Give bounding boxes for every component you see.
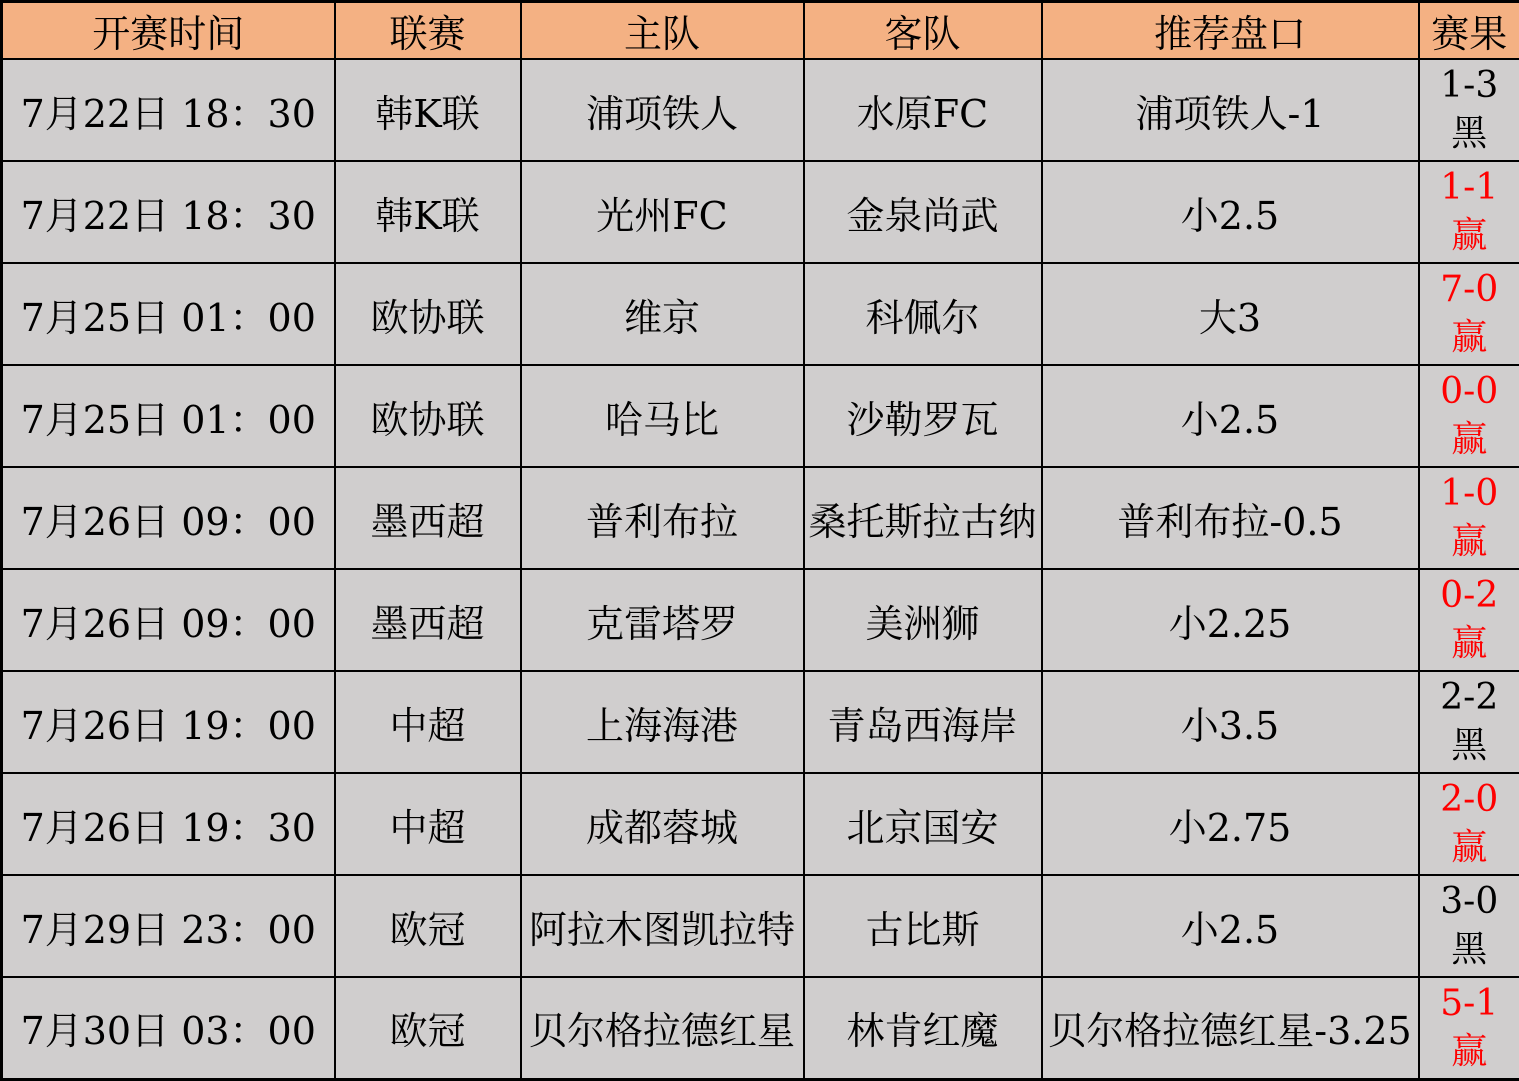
result-verdict: 黑	[1420, 926, 1519, 974]
result-verdict: 黑	[1420, 110, 1519, 158]
cell-handicap: 小2.5	[1042, 365, 1419, 467]
result-score: 3-0	[1420, 878, 1519, 926]
header-row	[2, 2, 1519, 60]
cell-result	[1419, 467, 1519, 569]
cell-start-time: 7月22日 18：30	[2, 59, 335, 161]
cell-handicap: 小2.5	[1042, 875, 1419, 977]
cell-away-team: 古比斯	[804, 875, 1042, 977]
result-verdict: 赢	[1420, 416, 1519, 464]
header-home-team: 主队	[521, 2, 804, 60]
cell-result	[1419, 365, 1519, 467]
cell-result	[1419, 569, 1519, 671]
result-score: 7-0	[1420, 266, 1519, 314]
cell-handicap: 普利布拉-0.5	[1042, 467, 1419, 569]
cell-league: 墨西超	[335, 467, 521, 569]
cell-home-team: 阿拉木图凯拉特	[521, 875, 804, 977]
cell-away-team: 科佩尔	[804, 263, 1042, 365]
result-score: 1-0	[1420, 470, 1519, 518]
result-score: 0-2	[1420, 572, 1519, 620]
cell-start-time: 7月30日 03：00	[2, 977, 335, 1079]
table-row	[2, 161, 1519, 263]
cell-home-team: 浦项铁人	[521, 59, 804, 161]
cell-start-time: 7月26日 19：30	[2, 773, 335, 875]
cell-handicap: 大3	[1042, 263, 1419, 365]
header-result: 赛果	[1419, 2, 1519, 60]
table-row	[2, 365, 1519, 467]
table-row	[2, 671, 1519, 773]
cell-home-team: 哈马比	[521, 365, 804, 467]
result-verdict: 赢	[1420, 212, 1519, 260]
cell-home-team: 贝尔格拉德红星	[521, 977, 804, 1079]
cell-league: 墨西超	[335, 569, 521, 671]
cell-handicap: 小3.5	[1042, 671, 1419, 773]
header-league: 联赛	[335, 2, 521, 60]
cell-start-time: 7月26日 09：00	[2, 569, 335, 671]
cell-league: 韩K联	[335, 59, 521, 161]
cell-away-team: 沙勒罗瓦	[804, 365, 1042, 467]
cell-league: 中超	[335, 773, 521, 875]
cell-home-team: 克雷塔罗	[521, 569, 804, 671]
cell-handicap: 小2.25	[1042, 569, 1419, 671]
cell-away-team: 青岛西海岸	[804, 671, 1042, 773]
result-verdict: 赢	[1420, 620, 1519, 668]
cell-home-team: 光州FC	[521, 161, 804, 263]
result-verdict: 赢	[1420, 1028, 1519, 1076]
result-score: 0-0	[1420, 368, 1519, 416]
cell-away-team: 美洲狮	[804, 569, 1042, 671]
cell-league: 欧冠	[335, 875, 521, 977]
table-row	[2, 569, 1519, 671]
cell-away-team: 林肯红魔	[804, 977, 1042, 1079]
result-score: 1-3	[1420, 62, 1519, 110]
cell-handicap: 小2.75	[1042, 773, 1419, 875]
table-row	[2, 875, 1519, 977]
result-score: 1-1	[1420, 164, 1519, 212]
cell-home-team: 上海海港	[521, 671, 804, 773]
table-row	[2, 773, 1519, 875]
result-verdict: 赢	[1420, 824, 1519, 872]
result-score: 2-2	[1420, 674, 1519, 722]
result-score: 2-0	[1420, 776, 1519, 824]
table-row	[2, 59, 1519, 161]
cell-result	[1419, 263, 1519, 365]
cell-start-time: 7月25日 01：00	[2, 365, 335, 467]
cell-away-team: 水原FC	[804, 59, 1042, 161]
cell-start-time: 7月26日 19：00	[2, 671, 335, 773]
cell-away-team: 金泉尚武	[804, 161, 1042, 263]
header-start-time: 开赛时间	[2, 2, 335, 60]
header-away-team: 客队	[804, 2, 1042, 60]
cell-handicap: 浦项铁人-1	[1042, 59, 1419, 161]
cell-league: 欧协联	[335, 263, 521, 365]
result-verdict: 赢	[1420, 314, 1519, 362]
cell-league: 欧冠	[335, 977, 521, 1079]
table-row	[2, 263, 1519, 365]
cell-result	[1419, 161, 1519, 263]
table-row	[2, 977, 1519, 1079]
cell-away-team: 北京国安	[804, 773, 1042, 875]
cell-start-time: 7月29日 23：00	[2, 875, 335, 977]
header-recommended-handicap: 推荐盘口	[1042, 2, 1419, 60]
cell-home-team: 普利布拉	[521, 467, 804, 569]
cell-away-team: 桑托斯拉古纳	[804, 467, 1042, 569]
cell-result	[1419, 875, 1519, 977]
cell-home-team: 成都蓉城	[521, 773, 804, 875]
cell-result	[1419, 671, 1519, 773]
table-header	[2, 2, 1519, 60]
cell-result	[1419, 773, 1519, 875]
table-body	[2, 59, 1519, 1079]
cell-league: 韩K联	[335, 161, 521, 263]
cell-start-time: 7月25日 01：00	[2, 263, 335, 365]
result-verdict: 赢	[1420, 518, 1519, 566]
cell-start-time: 7月22日 18：30	[2, 161, 335, 263]
cell-league: 中超	[335, 671, 521, 773]
result-score: 5-1	[1420, 980, 1519, 1028]
table-row	[2, 467, 1519, 569]
cell-handicap: 小2.5	[1042, 161, 1419, 263]
cell-start-time: 7月26日 09：00	[2, 467, 335, 569]
cell-league: 欧协联	[335, 365, 521, 467]
cell-result	[1419, 977, 1519, 1079]
cell-handicap: 贝尔格拉德红星-3.25	[1042, 977, 1419, 1079]
result-verdict: 黑	[1420, 722, 1519, 770]
cell-result	[1419, 59, 1519, 161]
cell-home-team: 维京	[521, 263, 804, 365]
